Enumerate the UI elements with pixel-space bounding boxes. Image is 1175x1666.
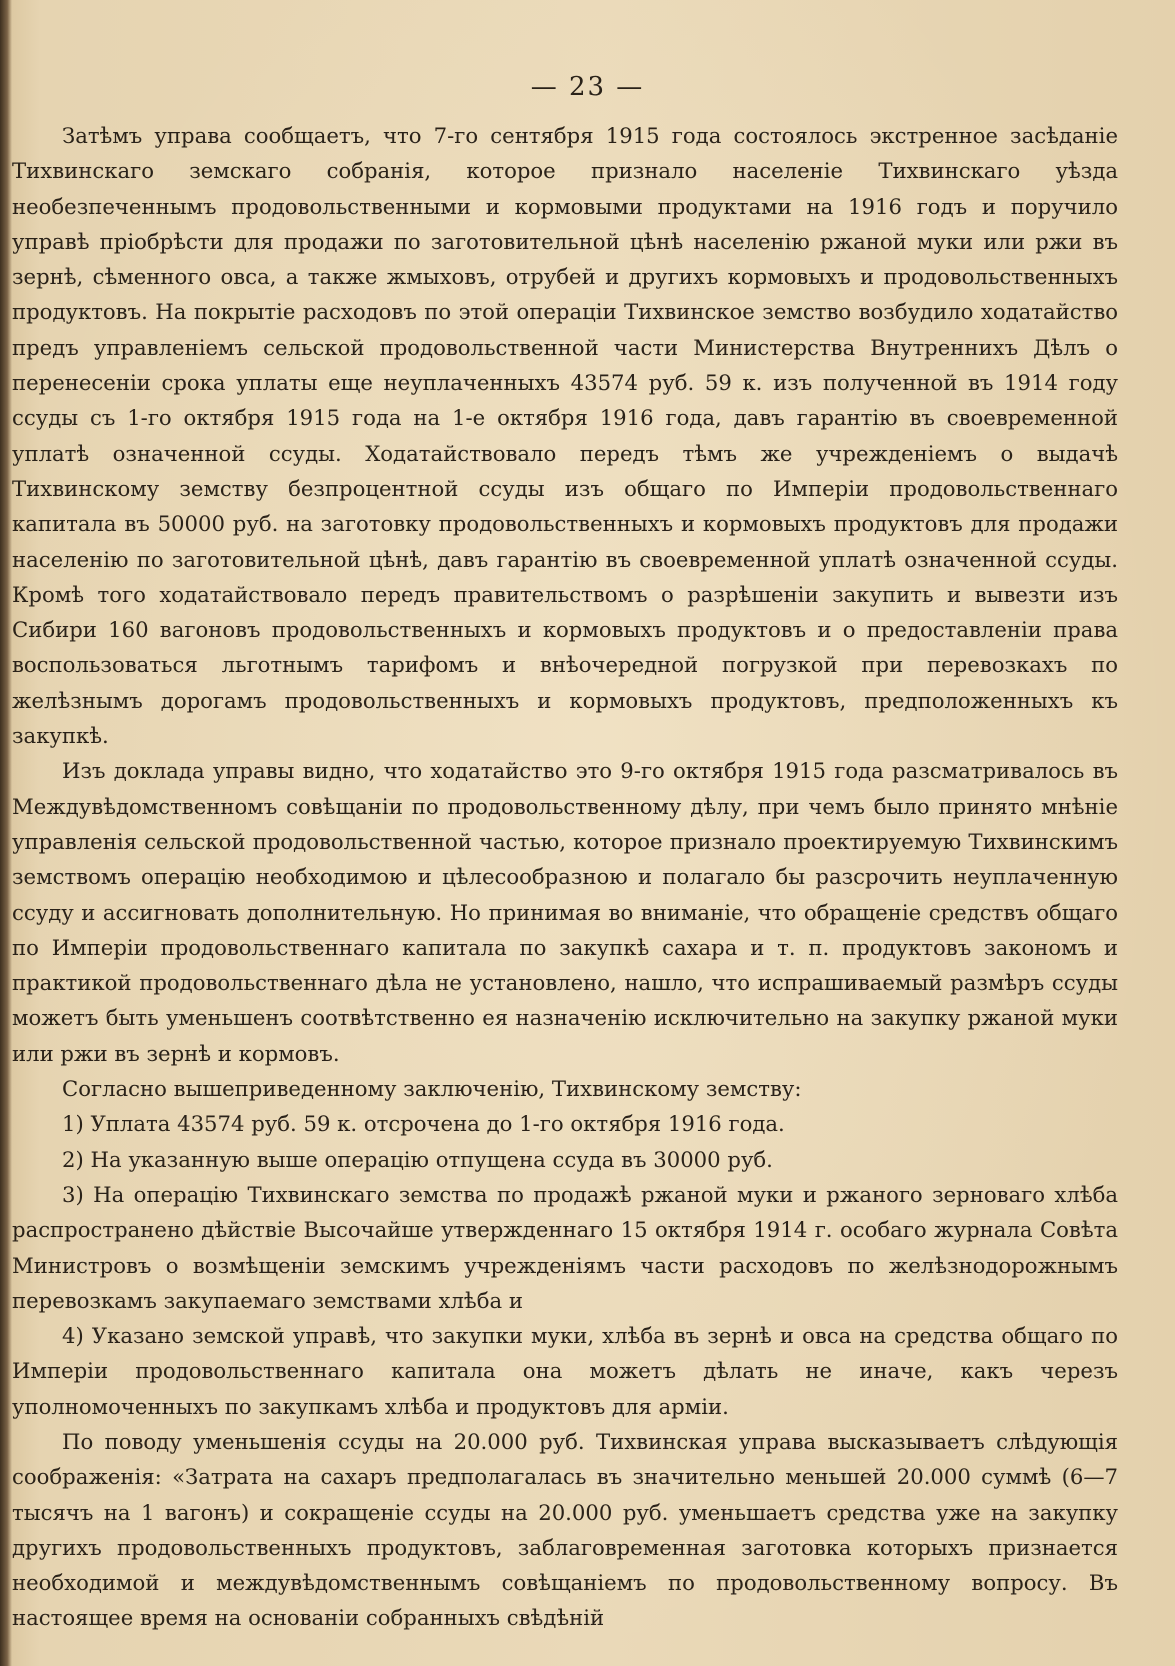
body-text	[12, 118, 1118, 1636]
page-number: — 23 —	[530, 72, 645, 102]
list-item: 1) Уплата 43574 руб. 59 к. отсрочена до 1-го октября 1916 года.	[62, 1111, 785, 1137]
binding-edge	[0, 0, 12, 1666]
paragraph: Согласно вышеприведенному заключенію, Тихвинскому земству:	[62, 1076, 802, 1102]
paragraph: Изъ доклада управы видно, что ходатайство это 9-го октября 1915 года разсматривалось въ Междувѣдомственномъ совѣщаніи по продовольственному дѣлу, при чемъ было принято мнѣніе управленія сельской продовольственной частью, которое признало проектируемую Тихвинскимъ земствомъ операцію необходимою и цѣлесообразною и полагало бы разсрочить неуплаченную ссуду и ассигновать дополнительную. Но принимая во вниманіе, что обращеніе средствъ общаго по Имперіи продовольственнаго капитала по закупкѣ сахара и т. п. продуктовъ закономъ и практикой продовольственнаго дѣла не установлено, нашло, что испрашиваемый размѣръ ссуды можетъ быть уменьшенъ соотвѣтственно ея назначенію исключительно на закупку ржаной муки или ржи въ зернѣ и кормовъ.	[12, 758, 1118, 1066]
list-item: 2) На указанную выше операцію отпущена ссуда въ 30000 руб.	[62, 1146, 773, 1172]
paragraph: Затѣмъ управа сообщаетъ, что 7-го сентября 1915 года состоялось экстренное засѣданіе Тихвинскаго земскаго собранія, которое признало населеніе Тихвинскаго уѣзда необезпеченнымъ продовольственными и кормовыми продуктами на 1916 годъ и поручило управѣ пріобрѣсти для продажи по заготовительной цѣнѣ населенію ржаной муки или ржи въ зернѣ, сѣменного овса, а также жмыховъ, отрубей и другихъ кормовыхъ и продовольственныхъ продуктовъ. На покрытіе расходовъ по этой операціи Тихвинское земство возбудило ходатайство предъ управленіемъ сельской продовольственной части Министерства Внутреннихъ Дѣлъ о перенесеніи срока уплаты еще неуплаченныхъ 43574 руб. 59 к. изъ полученной въ 1914 году ссуды съ 1-го октября 1915 года на 1-е октября 1916 года, давъ гарантію въ своевременной уплатѣ означенной ссуды. Ходатайствовало передъ тѣмъ же учрежденіемъ о выдачѣ Тихвинскому земству безпроцентной ссуды изъ общаго по Имперіи продовольственнаго капитала въ 50000 руб. на заготовку продовольственныхъ и кормовыхъ продуктовъ для продажи населенію по заготовительной цѣнѣ, давъ гарантію въ своевременной уплатѣ означенной ссуды. Кромѣ того ходатайствовало передъ правительствомъ о разрѣшеніи закупить и вывезти изъ Сибири 160 вагоновъ продовольственныхъ и кормовыхъ продуктовъ и о предоставленіи права воспользоваться льготнымъ тарифомъ и внѣочередной погрузкой при перевозкахъ по желѣзнымъ дорогамъ продовольственныхъ и кормовыхъ продуктовъ, предположенныхъ къ закупкѣ.	[12, 123, 1118, 749]
paragraph: По поводу уменьшенія ссуды на 20.000 руб. Тихвинская управа высказываетъ слѣдующія соображенія: «Затрата на сахаръ предполагалась въ значительно меньшей 20.000 суммѣ (6—7 тысячъ на 1 вагонъ) и сокращеніе ссуды на 20.000 руб. уменьшаетъ средства уже на закупку другихъ продовольственныхъ продуктовъ, заблаговременная заготовка которыхъ признается необходимой и междувѣдомственнымъ совѣщаніемъ по продовольственному вопросу. Въ настоящее время на основаніи собранныхъ свѣдѣній	[12, 1428, 1118, 1631]
list-item: 3) На операцію Тихвинскаго земства по продажѣ ржаной муки и ржаного зерноваго хлѣба распространено дѣйствіе Высочайше утвержденнаго 15 октября 1914 г. особаго журнала Совѣта Министровъ о возмѣщеніи земскимъ учрежденіямъ части расходовъ по желѣзнодорожнымъ перевозкамъ закупаемаго земствами хлѣба и	[12, 1181, 1118, 1313]
list-item: 4) Указано земской управѣ, что закупки муки, хлѣба въ зернѣ и овса на средства общаго по Имперіи продовольственнаго капитала она можетъ дѣлать не иначе, какъ черезъ уполномоченныхъ по закупкамъ хлѣба и продуктовъ для арміи.	[12, 1323, 1118, 1419]
